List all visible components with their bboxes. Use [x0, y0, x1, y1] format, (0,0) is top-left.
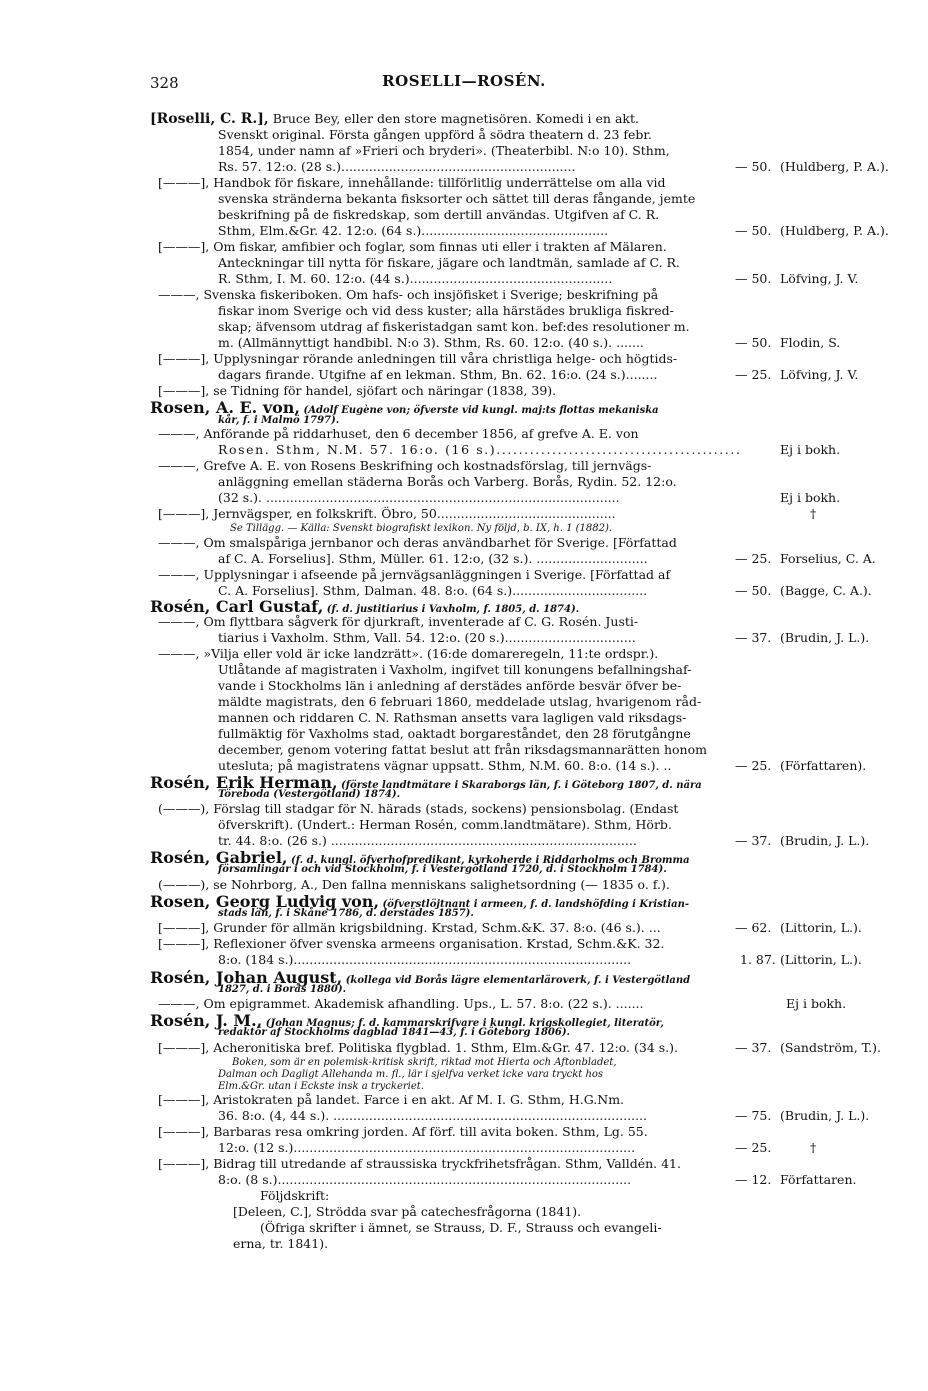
- note: Boken, som är en polemisk-kritisk skrift, riktad mot Hierta och Aftonbladet,: [232, 1057, 617, 1068]
- seller: (Brudin, J. L.).: [780, 833, 870, 848]
- seller: Flodin, S.: [780, 335, 841, 350]
- bio-note: redaktör af Stockholms dagblad 1841—43, f. i Göteborg 1806).: [218, 1027, 571, 1038]
- entry-text: 8:o. (184 s.).....................................................................................: [218, 952, 632, 967]
- entry-rosen-cg-heading: Rosén, Carl Gustaf, (f. d. justitiarius i Vaxholm, f. 1805, d. 1874).: [150, 597, 580, 616]
- seller: Löfving, J. V.: [780, 271, 859, 286]
- entry-text: m. (Allmännyttigt handbibl. N:o 3). Sthm, Rs. 60. 12:o. (40 s.). .......: [218, 335, 644, 350]
- entry-text: ———, Om epigrammet. Akademisk afhandling. Ups., L. 57. 8:o. (22 s.). .......: [158, 996, 644, 1011]
- entry-text: (32 s.). .........................................................................................: [218, 490, 620, 505]
- entry-text: 8:o. (8 s.).........................................................................................: [218, 1172, 632, 1187]
- entry-text: ———, »Vilja eller vold är icke landzrätt». (16:de domareregeln, 11:te ordspr.).: [158, 646, 659, 661]
- price: 1. 87.: [740, 952, 776, 967]
- status: Ej i bokh.: [780, 442, 841, 457]
- entry-text: öfverskrift). (Undert.: Herman Rosén, comm.landtmätare). Sthm, Hörb.: [218, 817, 672, 832]
- entry-rosen-ae-heading: Rosen, A. E. von, (Adolf Eugène von; öfverste vid kungl. maj:ts flottas mekaniska: [150, 398, 659, 417]
- price: — 25.: [735, 1140, 772, 1155]
- price: — 37.: [735, 630, 772, 645]
- entry-text: 12:o. (12 s.)......................................................................................: [218, 1140, 636, 1155]
- price: — 62.: [735, 920, 772, 935]
- price: — 25.: [735, 758, 772, 773]
- entry-text: anläggning emellan städerna Borås och Varberg. Borås, Rydin. 52. 12:o.: [218, 474, 677, 489]
- note: Elm.&Gr. utan i Eckste insk a tryckeriet.: [218, 1081, 424, 1092]
- entry-text: tiarius i Vaxholm. Sthm, Vall. 54. 12:o. (20 s.).................................: [218, 630, 636, 645]
- entry-text: (———), se Nohrborg, A., Den fallna menniskans salighetsordning (— 1835 o. f.).: [158, 877, 670, 892]
- entry-text: [———], Reflexioner öfver svenska armeens organisation. Krstad, Schm.&K. 32.: [158, 936, 665, 951]
- bio-note: församlingar i och vid Stockholm, f. i Vestergötland 1720, d. i Stockholm 1784).: [218, 864, 667, 875]
- price: — 25.: [735, 551, 772, 566]
- price: — 50.: [735, 159, 772, 174]
- entry-rosen-g-heading: Rosén, Gabriel, (f. d. kungl. öfverhofpredikant, kyrkoherde i Riddarholms och Bromma: [150, 848, 690, 867]
- entry-text: mäldte magistrats, den 6 februari 1860, meddelade utslag, hvarigenom råd-: [218, 694, 702, 709]
- seller: (Littorin, L.).: [780, 952, 862, 967]
- entry-text: Sthm, Elm.&Gr. 42. 12:o. (64 s.)...............................................: [218, 223, 609, 238]
- seller: (Författaren).: [780, 758, 867, 773]
- entry-text: ———, Om smalspåriga jernbanor och deras användbarhet för Sverige. [Författad: [158, 535, 677, 550]
- seller: (Brudin, J. L.).: [780, 1108, 870, 1123]
- price: — 50.: [735, 271, 772, 286]
- seller: (Huldberg, P. A.).: [780, 223, 889, 238]
- entry-text: Rosen. Sthm, N.M. 57. 16:o. (16 s.)............................................: [218, 442, 742, 457]
- author-name: Rosén, Gabriel,: [150, 848, 288, 867]
- entry-text: C. A. Forselius]. Sthm, Dalman. 48. 8:o. (64 s.)..................................: [218, 583, 648, 598]
- entry-text: [———], Acheronitiska bref. Politiska flygblad. 1. Sthm, Elm.&Gr. 47. 12:o. (34 s.).: [158, 1040, 678, 1055]
- status: Ej i bokh.: [780, 490, 841, 505]
- note: Dalman och Dagligt Allehanda m. fl., lär i sjelfva verket icke vara tryckt hos: [218, 1069, 604, 1080]
- entry-text: mannen och riddaren C. N. Rathsman ansetts vara lagligen vald riksdags-: [218, 710, 687, 725]
- entry-text: skap; äfvensom utdrag af fiskeristadgan samt kon. bef:des resolutioner m.: [218, 319, 690, 334]
- price: — 50.: [735, 223, 772, 238]
- entry-text: Anteckningar till nytta för fiskare, jägare och landtmän, samlade af C. R.: [218, 255, 680, 270]
- entry-text: [———], Barbaras resa omkring jorden. Af förf. till avita boken. Sthm, Lg. 55.: [158, 1124, 648, 1139]
- entry-text: 1854, under namn af »Frieri och bryderi». (Theaterbibl. N:o 10). Sthm,: [218, 143, 670, 158]
- entry-text: ———, Grefve A. E. von Rosens Beskrifning och kostnadsförslag, till jernvägs-: [158, 458, 652, 473]
- seller: (Littorin, L.).: [780, 920, 862, 935]
- entry-text: [Deleen, C.], Strödda svar på catechesfrågorna (1841).: [233, 1204, 582, 1219]
- entry-text: [———], Bidrag till utredande af straussiska tryckfrihetsfrågan. Sthm, Valldén. 41.: [158, 1156, 681, 1171]
- price: — 25.: [735, 367, 772, 382]
- dagger-mark: †: [810, 506, 817, 521]
- entry-text: [———], Upplysningar rörande anledningen till våra christliga helge- och högtids-: [158, 351, 678, 366]
- seller: (Sandström, T.).: [780, 1040, 882, 1055]
- author-name: [Roselli, C. R.],: [150, 111, 269, 127]
- entry-rosen-gl-heading: Rosen, Georg Ludvig von, (öfverstlöjtnant i armeen, f. d. landshöfding i Kristian-: [150, 892, 690, 911]
- entry-text: Rs. 57. 12:o. (28 s.)...........................................................: [218, 159, 576, 174]
- author-name: Rosen, Georg Ludvig von,: [150, 892, 380, 911]
- seller: Löfving, J. V.: [780, 367, 859, 382]
- entry-text: ———, Anförande på riddarhuset, den 6 december 1856, af grefve A. E. von: [158, 426, 639, 441]
- entry-text: [———], Jernvägsper, en folkskrift. Öbro, 50.............................................: [158, 506, 616, 521]
- price: — 12.: [735, 1172, 772, 1187]
- entry-text: Utlåtande af magistraten i Vaxholm, ingifvet till konungens befallningshaf-: [218, 662, 692, 677]
- bio-note: 1827, d. i Borås 1880).: [218, 984, 347, 995]
- entry-text: [———], Grunder för allmän krigsbildning. Krstad, Schm.&K. 37. 8:o. (46 s.). ...: [158, 920, 661, 935]
- entry-text: utesluta; på magistratens vägnar uppsatt. Sthm, N.M. 60. 8:o. (14 s.). ..: [218, 758, 672, 773]
- entry-rosen-ja-heading: Rosén, Johan August, (kollega vid Borås lägre elementarläroverk, f. i Vestergötland: [150, 968, 691, 987]
- bio-note: kår, f. i Malmö 1797).: [218, 415, 340, 426]
- entry-text: [———], se Tidning för handel, sjöfart och näringar (1838, 39).: [158, 383, 557, 398]
- entry-text: (Öfriga skrifter i ämnet, se Strauss, D. F., Strauss och evangeli-: [260, 1220, 662, 1235]
- entry-text: ———, Om flyttbara sågverk för djurkraft, inventerade af C. G. Rosén. Justi-: [158, 614, 639, 629]
- bio-note: Töreboda (Vestergötland) 1874).: [218, 789, 401, 800]
- seller: (Brudin, J. L.).: [780, 630, 870, 645]
- author-name: Rosén, J. M.,: [150, 1011, 263, 1030]
- price: — 37.: [735, 833, 772, 848]
- entry-text: vande i Stockholms län i anledning af derstädes anförde besvär öfver be-: [218, 678, 682, 693]
- price: — 50.: [735, 583, 772, 598]
- seller: (Bagge, C. A.).: [780, 583, 872, 598]
- entry-text: [———], Om fiskar, amfibier och foglar, som finnas uti eller i trakten af Mälaren.: [158, 239, 667, 254]
- entry-text: december, genom votering fattat beslut att från riksdagsmannarätten honom: [218, 742, 707, 757]
- entry-text: (———), Förslag till stadgar för N. härads (stads, sockens) pensionsbolag. (Endast: [158, 801, 679, 816]
- entry-text: af C. A. Forselius]. Sthm, Müller. 61. 12:o, (32 s.). ............................: [218, 551, 648, 566]
- page-number: 328: [150, 74, 179, 92]
- author-name: Rosén, Carl Gustaf,: [150, 597, 324, 616]
- entry-rosen-eh-heading: Rosén, Erik Herman, (förste landtmätare i Skaraborgs län, f. i Göteborg 1807, d. nära: [150, 773, 702, 792]
- entry-text: Följdskrift:: [260, 1188, 330, 1203]
- entry-text: ———, Svenska fiskeriboken. Om hafs- och insjöfisket i Sverige; beskrifning på: [158, 287, 659, 302]
- entry-text: 36. 8:o. (4, 44 s.). ...............................................................................: [218, 1108, 648, 1123]
- entry-text: [———], Aristokraten på landet. Farce i en akt. Af M. I. G. Sthm, H.G.Nm.: [158, 1092, 625, 1107]
- price: — 37.: [735, 1040, 772, 1055]
- entry-text: fullmäktig för Vaxholms stad, oaktadt borgareståndet, den 28 förutgångne: [218, 726, 691, 741]
- entry-text: dagars firande. Utgifne af en lekman. Sthm, Bn. 62. 16:o. (24 s.)........: [218, 367, 658, 382]
- price: — 75.: [735, 1108, 772, 1123]
- entry-text: fiskar inom Sverige och vid dess kuster; alla härstädes brukliga fiskred-: [218, 303, 674, 318]
- price: — 50.: [735, 335, 772, 350]
- entry-text: erna, tr. 1841).: [233, 1236, 329, 1251]
- seller: Forselius, C. A.: [780, 551, 876, 566]
- entry-text: Svenskt original. Första gången uppförd å södra theatern d. 23 febr.: [218, 127, 652, 142]
- running-title: ROSELLI—ROSÉN.: [382, 72, 546, 90]
- author-name: Rosen, A. E. von,: [150, 398, 300, 417]
- entry-text: ———, Upplysningar i afseende på jernvägsanläggningen i Sverige. [Författad af: [158, 567, 671, 582]
- seller: (Huldberg, P. A.).: [780, 159, 889, 174]
- author-name: Rosén, Erik Herman,: [150, 773, 338, 792]
- entry-text: [———], Handbok för fiskare, innehållande: tillförlitlig underrättelse om alla vid: [158, 175, 666, 190]
- author-name: Rosén, Johan August,: [150, 968, 343, 987]
- entry-text: beskrifning på de fiskredskap, som dertill användas. Utgifven af C. R.: [218, 207, 660, 222]
- seller: Författaren.: [780, 1172, 857, 1187]
- entry-rosen-jm-heading: Rosén, J. M., (Johan Magnus; f. d. kammarskrifvare i kungl. krigskollegiet, literatör,: [150, 1011, 664, 1030]
- note: Se Tillägg. — Källa: Svenskt biografiskt lexikon. Ny följd, b. IX, h. 1 (1882).: [230, 523, 613, 534]
- bio-note: stads län, f. i Skåne 1786, d. derstädes 1857).: [218, 908, 474, 919]
- dagger-mark: †: [810, 1140, 817, 1155]
- entry-text: tr. 44. 8:o. (26 s.) .............................................................................: [218, 833, 637, 848]
- entry-roselli-line: [Roselli, C. R.], Bruce Bey, eller den store magnetisören. Komedi i en akt.: [150, 111, 639, 127]
- entry-text: svenska stränderna bekanta fisksorter och sättet till deras fångande, jemte: [218, 191, 696, 206]
- entry-text: R. Sthm, I. M. 60. 12:o. (44 s.)...................................................: [218, 271, 613, 286]
- status: Ej i bokh.: [786, 996, 847, 1011]
